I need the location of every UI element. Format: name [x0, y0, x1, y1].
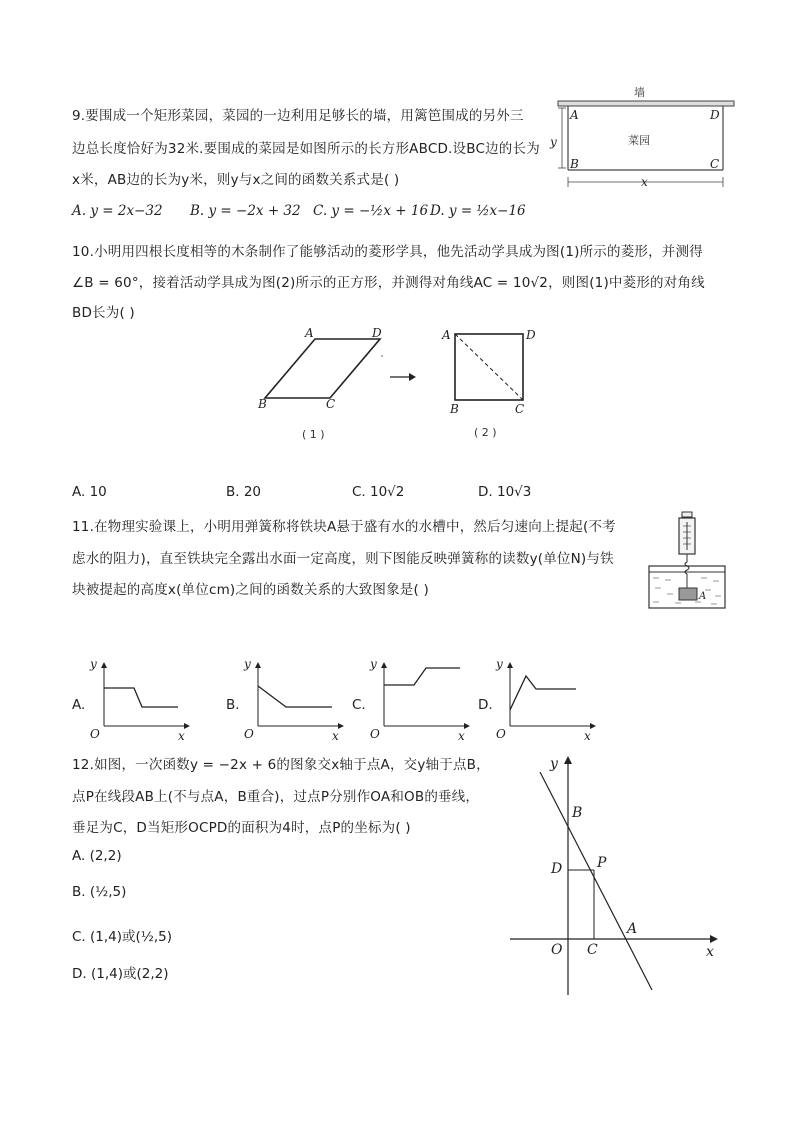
q9-line-3: x米，AB边的长为y米，则y与x之间的函数关系式是( )	[72, 172, 400, 188]
rhombus-d: D	[372, 326, 382, 340]
q9-line-1: 9.要围成一个矩形菜园，菜园的一边利用足够长的墙，用篱笆围成的另外三	[72, 108, 524, 124]
rhombus-a: A	[305, 326, 314, 340]
garden-label: 菜园	[628, 134, 650, 147]
axis-y-label: y	[550, 756, 558, 772]
q12-line-2: 点P在线段AB上(不与点A，B重合)，过点P分别作OA和OB的垂线，	[72, 789, 480, 805]
q12-option-b[interactable]: B. (½,5)	[72, 884, 127, 900]
q12-option-d[interactable]: D. (1,4)或(2,2)	[72, 966, 169, 982]
graph-d-x: x	[584, 729, 591, 743]
graph-a-origin: O	[90, 727, 100, 741]
garden-y-label: y	[550, 135, 557, 149]
square-a: A	[442, 328, 451, 342]
q11-option-d[interactable]: D.	[478, 697, 493, 713]
q10-line-3: BD长为( )	[72, 305, 135, 321]
rhombus-b: B	[258, 397, 267, 411]
q11-line-2: 虑水的阻力)，直至铁块完全露出水面一定高度，则下图能反映弹簧称的读数y(单位N)与铁	[72, 551, 614, 567]
q12-option-a[interactable]: A. (2,2)	[72, 848, 122, 864]
graph-b-y: y	[244, 657, 251, 671]
q10-option-d[interactable]: D. 10√3	[478, 484, 532, 500]
q9-option-d[interactable]: D. y = ½x−16	[430, 203, 526, 219]
point-c: C	[587, 942, 598, 958]
graph-c-y: y	[370, 657, 377, 671]
square-c: C	[515, 402, 525, 416]
q11-graph-b[interactable]	[240, 656, 350, 744]
q11-option-a[interactable]: A.	[72, 697, 86, 713]
garden-point-b: B	[570, 157, 579, 171]
rhombus	[265, 339, 380, 398]
graph-b-x: x	[332, 729, 339, 743]
garden-point-d: D	[710, 108, 720, 122]
q10-line-2: ∠B = 60°，接着活动学具成为图(2)所示的正方形，并测得对角线AC = 10√2，则图(1)中菱形的对角线	[72, 275, 705, 291]
spring-scale-figure	[645, 510, 727, 612]
point-b: B	[572, 805, 583, 821]
q11-graph-a[interactable]	[86, 656, 196, 744]
q11-option-c[interactable]: C.	[352, 697, 366, 713]
garden-x-label: x	[641, 175, 648, 189]
square-diagonal	[455, 334, 523, 400]
q12-line-1: 12.如图，一次函数y = −2x + 6的图象交x轴于点A，交y轴于点B，	[72, 757, 490, 773]
square-d: D	[526, 328, 536, 342]
point-p: P	[597, 855, 607, 871]
iron-block-label: A	[699, 591, 707, 602]
graph-c-x: x	[458, 729, 465, 743]
q12-line-3: 垂足为C，D当矩形OCPD的面积为4时，点P的坐标为( )	[72, 820, 411, 836]
point-d: D	[551, 861, 563, 877]
q10-option-b[interactable]: B. 20	[226, 484, 262, 500]
q12-option-c[interactable]: C. (1,4)或(½,5)	[72, 929, 173, 945]
q9-garden-figure	[548, 82, 738, 194]
figure-1-caption: ( 1 )	[302, 428, 325, 441]
q9-option-b[interactable]: B. y = −2x + 32	[190, 203, 301, 219]
figure-2-caption: ( 2 )	[474, 426, 497, 439]
q10-line-1: 10.小明用四根长度相等的木条制作了能够活动的菱形学具，他先活动学具成为图(1)所示的菱形，并测得	[72, 244, 703, 260]
q11-line-1: 11.在物理实验课上，小明用弹簧称将铁块A悬于盛有水的水槽中，然后匀速向上提起(不考	[72, 519, 616, 535]
q11-graph-c[interactable]	[366, 656, 476, 744]
graph-d-y: y	[496, 657, 503, 671]
graph-b-origin: O	[244, 727, 254, 741]
q10-option-c[interactable]: C. 10√2	[352, 484, 405, 500]
garden-point-c: C	[710, 157, 720, 171]
garden-point-a: A	[570, 108, 579, 122]
q11-graph-d[interactable]	[492, 656, 602, 744]
wall-label: 墙	[634, 86, 645, 99]
graph-c-origin: O	[370, 727, 380, 741]
graph-d-origin: O	[496, 727, 506, 741]
q10-figures	[250, 322, 550, 450]
rhombus-c: C	[326, 397, 336, 411]
point-a: A	[627, 921, 638, 937]
graph-a-x: x	[178, 729, 185, 743]
q10-option-a[interactable]: A. 10	[72, 484, 107, 500]
iron-block	[679, 588, 697, 600]
point-o: O	[551, 942, 563, 958]
q11-line-3: 块被提起的高度x(单位cm)之间的函数关系的大致图象是( )	[72, 582, 429, 598]
q9-option-a[interactable]: A. y = 2x−32	[72, 203, 163, 219]
square-b: B	[450, 402, 459, 416]
q9-line-2: 边总长度恰好为32米.要围成的菜园是如图所示的长方形ABCD.设BC边的长为	[72, 141, 540, 157]
axis-x-label: x	[706, 944, 714, 960]
q12-coordinate-figure	[500, 750, 730, 1000]
q11-option-b[interactable]: B.	[226, 697, 240, 713]
q9-option-c[interactable]: C. y = −½x + 16	[313, 203, 429, 219]
graph-a-y: y	[90, 657, 97, 671]
